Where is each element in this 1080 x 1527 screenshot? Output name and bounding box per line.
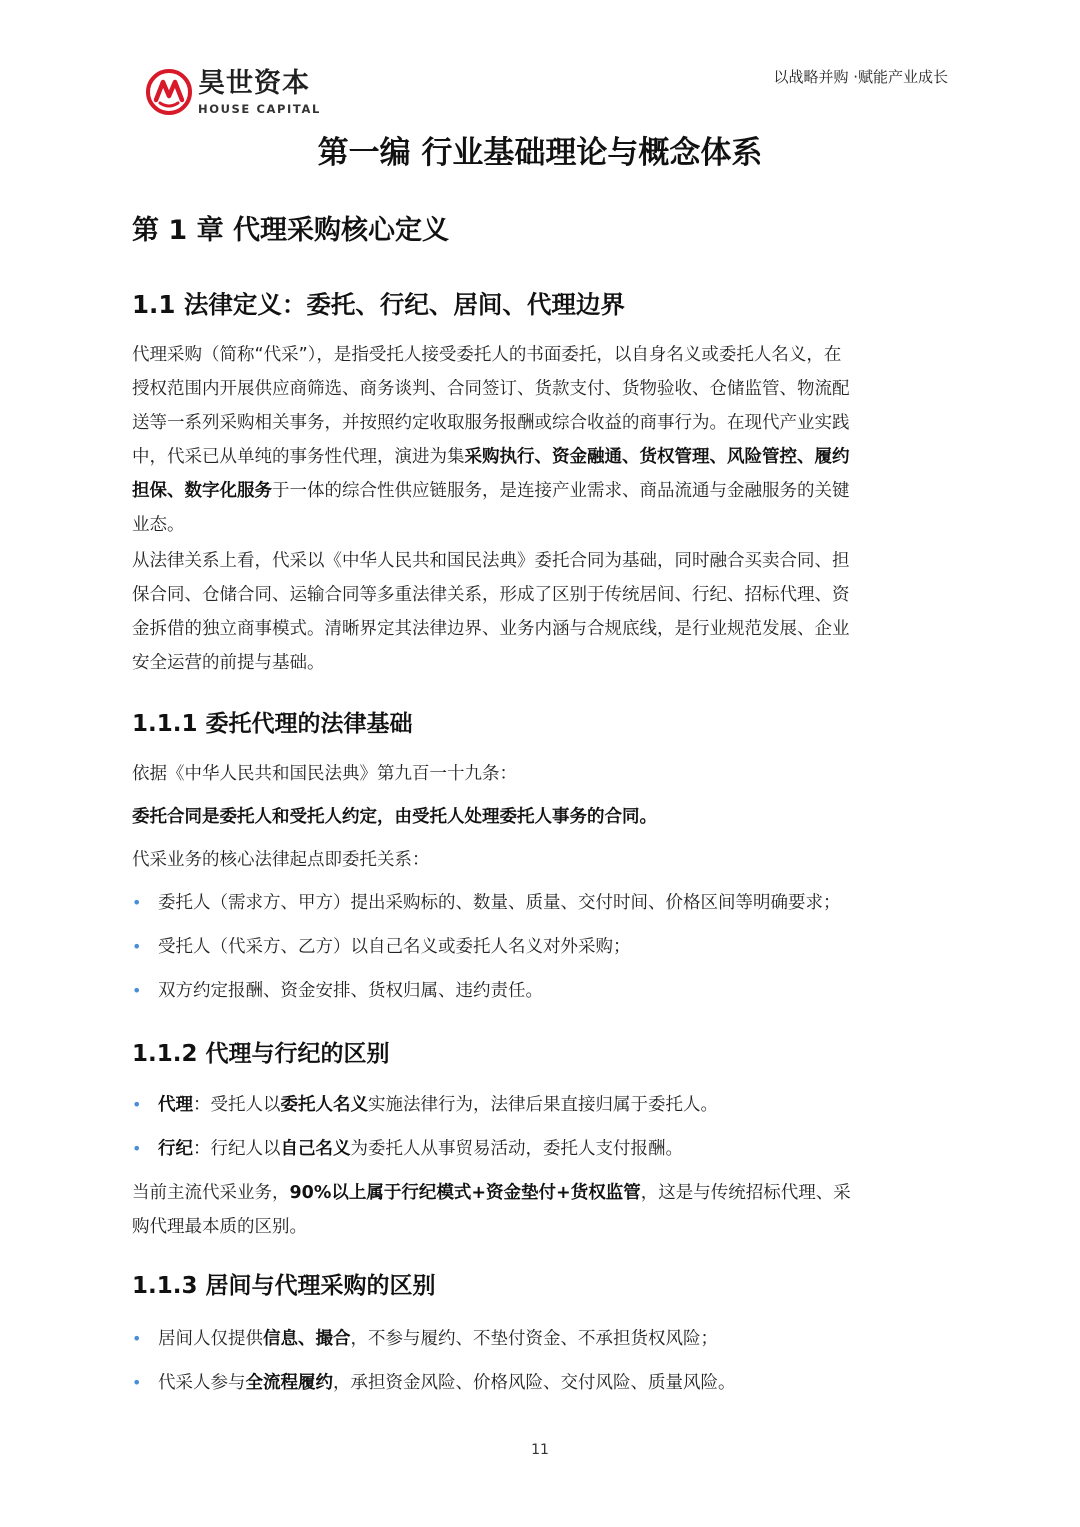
list-item — [132, 974, 543, 1008]
bold-text: 代理 — [158, 1095, 193, 1115]
text-segment: 居间人仅提供 — [158, 1329, 263, 1349]
bullet-icon: • — [132, 893, 142, 912]
bold-text: 全流程履约 — [245, 1373, 333, 1393]
list-item — [132, 1366, 736, 1400]
list-item — [132, 1322, 718, 1356]
section-1-1-2-title: 1.1.2 代理与行纪的区别 — [132, 1041, 390, 1067]
bold-text: 采购执行、资金融通、货权管理、风险管控、履约 — [464, 447, 850, 467]
paragraph-line: 代采业务的核心法律起点即委托关系： — [132, 850, 430, 870]
list-item-text: 双方约定报酬、资金安排、货权归属、违约责任。 — [158, 981, 543, 1001]
paragraph-line: 购代理最本质的区别。 — [132, 1217, 307, 1237]
text-segment: 于一体的综合性供应链服务，是连接产业需求、商品流通与金融服务的关键 — [272, 481, 850, 501]
section-1-1-title: 1.1 法律定义：委托、行纪、居间、代理边界 — [132, 290, 625, 319]
bold-text: 自己名义 — [280, 1139, 351, 1159]
logo-english-text: HOUSE CAPITAL — [198, 102, 321, 116]
text-segment: ，不参与履约、不垫付资金、不承担货权风险； — [350, 1329, 718, 1349]
paragraph-line: 从法律关系上看，代采以《中华人民共和国民法典》委托合同为基础，同时融合买卖合同、担 — [132, 551, 850, 571]
paragraph-line: 代理采购（简称“代采”），是指受托人接受委托人的书面委托，以自身名义或委托人名义，在 — [132, 345, 842, 365]
part-title: 第一编 行业基础理论与概念体系 — [317, 135, 763, 171]
bullet-icon: • — [132, 1373, 142, 1392]
section-1-1-1-title: 1.1.1 委托代理的法律基础 — [132, 711, 413, 737]
bullet-icon: • — [132, 1139, 142, 1158]
paragraph-line — [132, 474, 850, 508]
list-item — [132, 1088, 718, 1122]
text-segment: ，承担资金风险、价格风险、交付风险、质量风险。 — [333, 1373, 736, 1393]
bullet-icon: • — [132, 981, 142, 1000]
paragraph-line: 保合同、仓储合同、运输合同等多重法律关系，形成了区别于传统居间、行纪、招标代理、资 — [132, 585, 850, 605]
bold-text: 90%以上属于行纪模式+资金垫付+货权监管 — [289, 1183, 641, 1203]
text-segment: ：受托人以 — [193, 1095, 281, 1115]
chapter-title: 第 1 章 代理采购核心定义 — [132, 215, 449, 246]
list-item — [132, 1132, 683, 1166]
logo-chinese-text: 昊世资本 — [198, 68, 310, 99]
company-logo — [146, 68, 321, 120]
house-capital-logo-icon — [146, 69, 192, 115]
text-segment: 代采人参与 — [158, 1373, 246, 1393]
text-segment: 为委托人从事贸易活动，委托人支付报酬。 — [350, 1139, 683, 1159]
text-segment: 实施法律行为，法律后果直接归属于委托人。 — [368, 1095, 718, 1115]
text-segment: 中，代采已从单纯的事务性代理，演进为集 — [132, 447, 465, 467]
paragraph-line: 依据《中华人民共和国民法典》第九百一十九条： — [132, 764, 517, 784]
bullet-icon: • — [132, 1095, 142, 1114]
list-item-text: 委托人（需求方、甲方）提出采购标的、数量、质量、交付时间、价格区间等明确要求； — [158, 893, 841, 913]
bold-text: 担保、数字化服务 — [132, 481, 272, 501]
bullet-icon: • — [132, 1329, 142, 1348]
paragraph-line: 金拆借的独立商事模式。清晰界定其法律边界、业务内涵与合规底线，是行业规范发展、企业 — [132, 619, 850, 639]
header-slogan: 以战略并购 ·赋能产业成长 — [773, 68, 948, 86]
bold-text: 行纪 — [158, 1139, 193, 1159]
list-item — [132, 886, 841, 920]
paragraph-line: 授权范围内开展供应商筛选、商务谈判、合同签订、货款支付、货物验收、仓储监管、物流配 — [132, 379, 850, 399]
paragraph-line: 安全运营的前提与基础。 — [132, 653, 325, 673]
paragraph-line — [132, 440, 850, 474]
text-segment: 当前主流代采业务， — [132, 1183, 290, 1203]
paragraph-line: 业态。 — [132, 515, 185, 535]
list-item — [132, 930, 631, 964]
paragraph-line: 送等一系列采购相关事务，并按照约定收取服务报酬或综合收益的商事行为。在现代产业实践 — [132, 413, 850, 433]
list-item-text: 受托人（代采方、乙方）以自己名义或委托人名义对外采购； — [158, 937, 631, 957]
text-segment: ，这是与传统招标代理、采 — [640, 1183, 851, 1203]
bullet-icon: • — [132, 937, 142, 956]
text-segment: ：行纪人以 — [193, 1139, 281, 1159]
paragraph-line — [132, 1176, 851, 1210]
legal-quote: 委托合同是委托人和受托人约定，由受托人处理委托人事务的合同。 — [132, 807, 657, 827]
bold-text: 信息、撮合 — [263, 1329, 351, 1349]
bold-text: 委托人名义 — [280, 1095, 368, 1115]
page-number: 11 — [531, 1442, 549, 1458]
section-1-1-3-title: 1.1.3 居间与代理采购的区别 — [132, 1273, 436, 1299]
page-header — [0, 0, 1080, 125]
